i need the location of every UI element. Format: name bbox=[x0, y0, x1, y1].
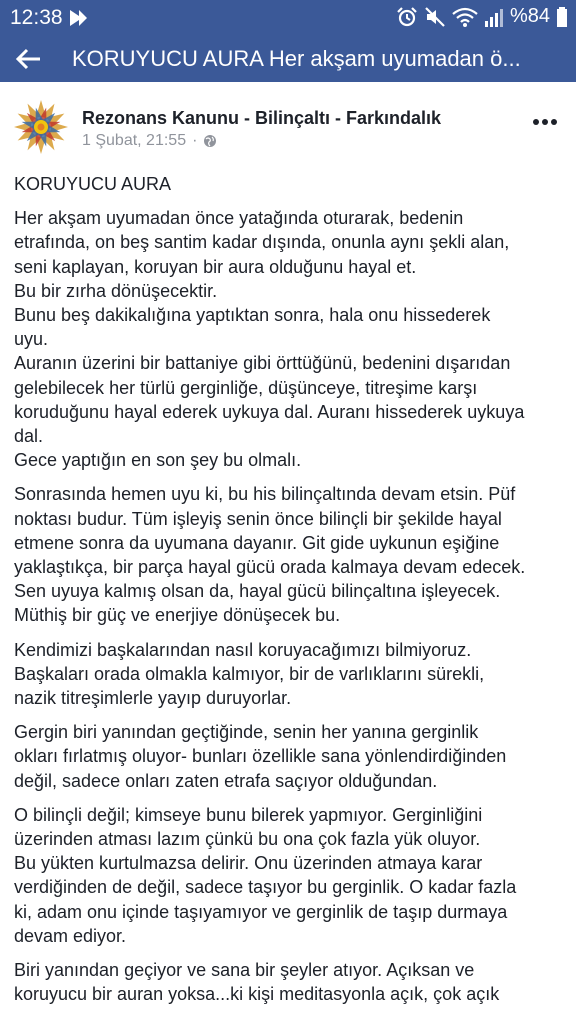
text-line: seni kaplayan, koruyan bir aura olduğunu hayal et. bbox=[14, 256, 417, 277]
post-header bbox=[0, 84, 576, 168]
post-paragraph bbox=[14, 206, 566, 472]
text-line: Başkaları orada olmakla kalmıyor, bir de varlıklarını sürekli, bbox=[14, 663, 485, 684]
more-icon[interactable] bbox=[530, 112, 560, 132]
text-line: uyu. bbox=[14, 329, 49, 350]
text-line: Sen uyuya kalmış olsan da, hayal gücü bilinçaltına işleyecek. bbox=[14, 581, 501, 602]
text-line: Biri yanından geçiyor ve sana bir şeyler atıyor. Açıksan ve bbox=[14, 960, 475, 981]
post-paragraph bbox=[14, 803, 566, 948]
text-line: Bunu beş dakikalığına yaptıktan sonra, hala onu hissederek bbox=[14, 305, 491, 326]
page-avatar[interactable] bbox=[12, 98, 70, 156]
text-line: Gece yaptığın en son şey bu olmalı. bbox=[14, 450, 302, 471]
text-line: Auranın üzerini bir battaniye gibi örttüğünü, bedenini dışarıdan bbox=[14, 353, 511, 374]
text-line: okları fırlatmış oluyor- bunları özellikle sana yönlendirdiğinden bbox=[14, 746, 507, 767]
text-line: gelebilecek her türlü gerginliğe, düşünceye, titreşime karşı bbox=[14, 377, 478, 398]
text-line: Bu yükten kurtulmazsa delirir. Onu üzerinden atmaya karar bbox=[14, 853, 483, 874]
post-paragraph bbox=[14, 482, 566, 627]
text-line: KORUYUCU AURA bbox=[14, 174, 172, 194]
post-body bbox=[14, 172, 566, 1017]
post-date[interactable]: 1 Şubat, 21:55 bbox=[82, 132, 187, 149]
text-line: Her akşam uyumadan önce yatağında oturarak, bedenin bbox=[14, 208, 464, 229]
post-paragraph bbox=[14, 958, 566, 1006]
text-line: verdiğinden de değil, sadece taşıyor bu gerginlik. O kadar fazla bbox=[14, 877, 517, 898]
text-line: Gergin biri yanından geçtiğinde, senin her yanına gerginlik bbox=[14, 722, 479, 743]
meta-separator: · bbox=[192, 132, 198, 149]
signal-icon bbox=[484, 6, 504, 28]
app-bar bbox=[0, 36, 576, 82]
text-line: etmene sonra da uyumana dayanır. Git gide uykunun eşiğine bbox=[14, 532, 500, 553]
text-line: yaklaştıkça, bir parça hayal gücü orada kalmaya devam edecek. bbox=[14, 557, 526, 578]
status-icons bbox=[396, 5, 568, 28]
page-name[interactable]: Rezonans Kanunu - Bilinçaltı - Farkındalık bbox=[82, 108, 442, 128]
text-line: üzerinden atması lazım çünkü bu ona çok fazla yük oluyor. bbox=[14, 829, 481, 850]
text-line: etrafında, on beş santim kadar dışında, onunla aynı şekli alan, bbox=[14, 232, 510, 253]
battery-icon bbox=[556, 6, 568, 28]
back-arrow-icon[interactable] bbox=[12, 42, 46, 76]
post-meta bbox=[82, 132, 217, 150]
status-time: 12:38 bbox=[10, 6, 63, 29]
mute-icon bbox=[424, 6, 446, 28]
text-line: Kendimizi başkalarından nasıl koruyacağımızı bilmiyoruz. bbox=[14, 639, 472, 660]
text-line: koruyucu bir auran yoksa...ki kişi meditasyonla açık, çok açık bbox=[14, 984, 500, 1005]
text-line: değil, sadece onları zaten etrafa saçıyor olduğundan. bbox=[14, 770, 438, 791]
text-line: Bu bir zırha dönüşecektir. bbox=[14, 280, 218, 301]
text-line: O bilinçli değil; kimseye bunu bilerek yapmıyor. Gerginliğini bbox=[14, 804, 483, 825]
text-line: koruduğunu hayal ederek uykuya dal. Auranı hissederek uykuya bbox=[14, 401, 525, 422]
status-bar bbox=[0, 0, 576, 36]
text-line: noktası budur. Tüm işleyiş senin önce bilinçli bir şekilde hayal bbox=[14, 508, 502, 529]
wifi-icon bbox=[452, 6, 478, 28]
text-line: ki, adam onu içinde taşıyamıyor ve gerginlik de taşıp durmaya bbox=[14, 901, 508, 922]
post-paragraph bbox=[14, 638, 566, 711]
post-heading bbox=[14, 172, 566, 196]
app-title: KORUYUCU AURA Her akşam uyumadan ö... bbox=[72, 46, 521, 71]
alarm-icon bbox=[396, 6, 418, 28]
text-line: Sonrasında hemen uyu ki, bu his bilinçaltında devam etsin. Püf bbox=[14, 484, 516, 505]
text-line: dal. bbox=[14, 426, 44, 447]
battery-percent: %84 bbox=[509, 5, 550, 27]
post-paragraph bbox=[14, 720, 566, 793]
globe-icon bbox=[203, 134, 217, 148]
text-line: Müthiş bir güç ve enerjiye dönüşecek bu. bbox=[14, 605, 341, 626]
text-line: nazik titreşimlerle yayıp duruyorlar. bbox=[14, 688, 292, 709]
text-line: devam ediyor. bbox=[14, 925, 127, 946]
